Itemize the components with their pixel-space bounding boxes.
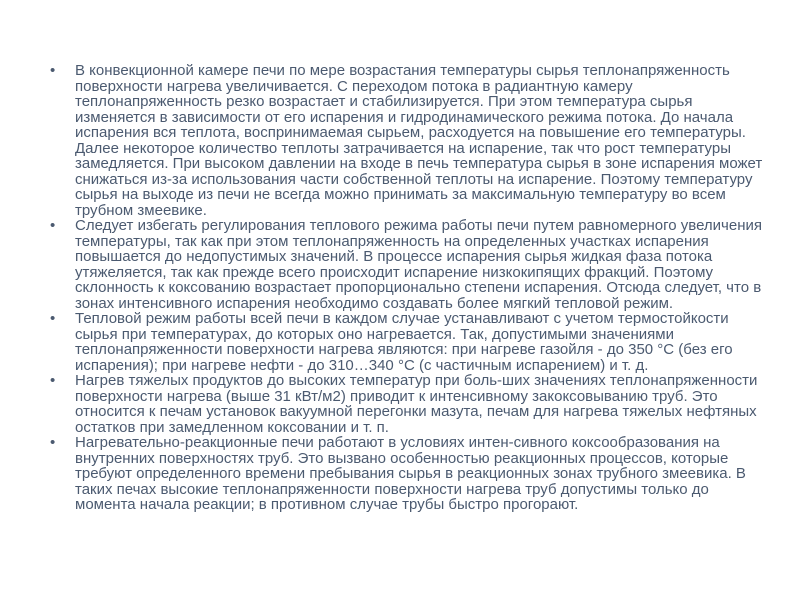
bullet-marker: • [50,372,56,389]
bullet-marker: • [50,62,56,79]
bullet-item [50,218,767,311]
bullet-item [50,311,767,373]
bullet-text: Следует избегать регулирования теплового режима работы печи путем равномерного увеличения температуры, так как при этом теплонапряженность на определенных участках испарения повышается до недопустимых значений. В процессе испарения сырья жидкая фаза потока утяжеляется, так как прежде всего происходит испарение низкокипящих фракций. Поэтому склонность к коксованию возрастает пропорционально степени испарения. Отсюда следует, что в зонах интенсивного испарения необходимо создавать более мягкий тепловой режим. [75,217,762,312]
bullet-list [50,63,767,513]
bullet-item [50,373,767,435]
bullet-marker: • [50,434,56,451]
bullet-text: Нагрев тяжелых продуктов до высоких температур при боль-ших значениях теплонапряженности поверхности нагрева (выше 31 кВт/м2) приводит к интенсивному закоксовыванию труб. Это относится к печам установок вакуумной перегонки мазута, печам для нагрева тяжелых нефтяных остатков при замедленном коксовании и т. п. [75,372,758,436]
bullet-item [50,63,767,218]
bullet-text: В конвекционной камере печи по мере возрастания температуры сырья теплонапряженность поверхности нагрева увеличивается. С переходом потока в радиантную камеру теплонапряженность резко возрастает и стабилизируется. При этом температура сырья изменяется в зависимости от его испарения и гидродинамического режима потока. До начала испарения вся теплота, воспринимаемая сырьем, расходуется на повышение его температуры. Далее некоторое количество теплоты затрачивается на испарение, так что рост температуры замедляется. При высоком давлении на входе в печь температура сырья в зоне испарения может снижаться из-за использования части собственной теплоты на испарение. Поэтому температуру сырья на выходе из печи не всегда можно принимать за максимальную температуру во всем трубном змеевике. [75,62,763,219]
bullet-marker: • [50,217,56,234]
bullet-text: Тепловой режим работы всей печи в каждом случае устанавливают с учетом термостойкости сырья при температурах, до которых оно нагревается. Так, допустимыми значениями теплонапряженности поверхности нагрева являются: при нагреве газойля - до 350 °C (без его испарения); при нагреве нефти - до 310…340 °C (с частичным испарением) и т. д. [75,310,733,374]
bullet-text: Нагревательно-реакционные печи работают в условиях интен-сивного коксообразования на внутренних поверхностях труб. Это вызвано особенностью реакционных процессов, которые требуют определенного времени пребывания сырья в реакционных зонах трубного змеевика. В таких печах высокие теплонапряженности поверхности нагрева труб допустимы только до момента начала реакции; в противном случае трубы быстро прогорают. [75,434,746,513]
bullet-marker: • [50,310,56,327]
bullet-item [50,435,767,513]
